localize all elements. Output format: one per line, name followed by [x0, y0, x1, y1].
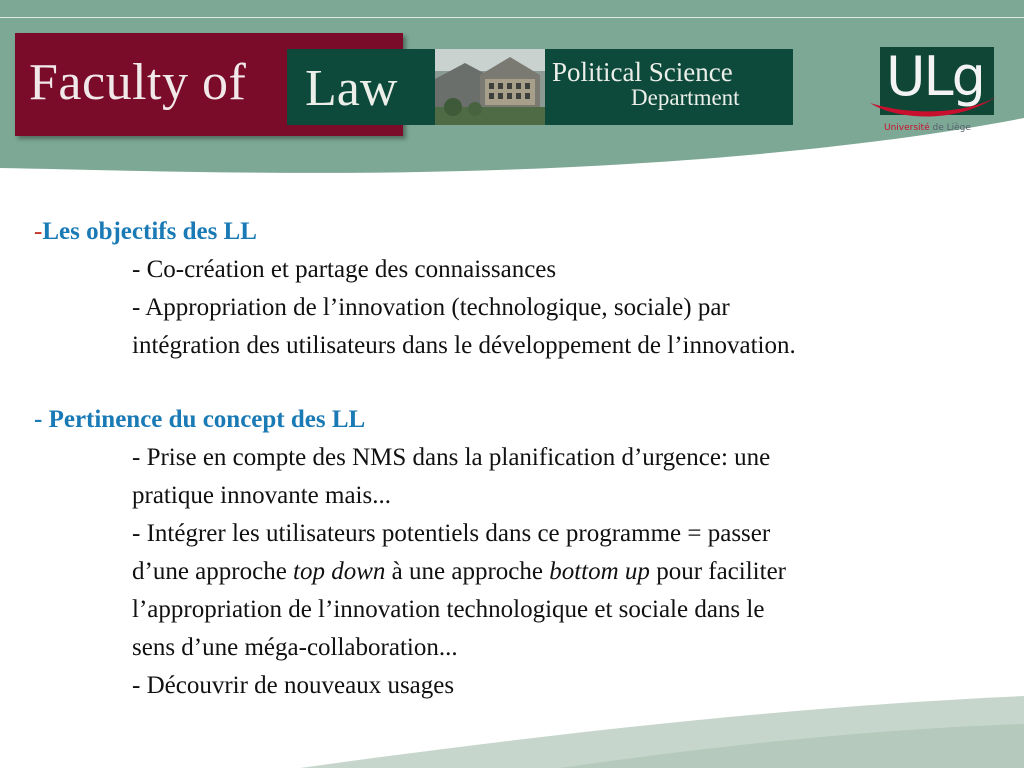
ulg-logo [868, 45, 1004, 140]
heading-objectifs: -Les objectifs des LL [34, 218, 257, 245]
heading-pertinence: - Pertinence du concept des LL [34, 406, 366, 433]
political-science-text: Political Science [552, 57, 733, 87]
bullet-nms-cont: pratique innovante mais... [132, 482, 391, 509]
bullet-appropriation-cont: intégration des utilisateurs dans le développement de l’innovation. [132, 332, 796, 359]
ulg-logo-text: ULg [886, 45, 984, 108]
bullet-integrer-cont: d’une approche top down à une approche bottom up pour faciliter [132, 558, 786, 585]
law-text: Law [305, 60, 398, 117]
faculty-banner [15, 33, 793, 138]
bullet-co-creation: - Co-création et partage des connaissances [132, 256, 557, 283]
bullet-integrer-cont-3: sens d’une méga-collaboration... [132, 634, 458, 661]
header-rule [0, 17, 1024, 18]
campus-photo [435, 49, 545, 125]
bullet-appropriation: - Appropriation de l’innovation (technologique, sociale) par [132, 294, 730, 321]
footer-band [0, 690, 1024, 768]
department-text: Department [631, 85, 740, 110]
bullet-nms: - Prise en compte des NMS dans la planification d’urgence: une [132, 444, 771, 471]
bullet-integrer-cont-2: l’appropriation de l’innovation technologique et sociale dans le [132, 596, 765, 623]
bullet-integrer: - Intégrer les utilisateurs potentiels dans ce programme = passer [132, 520, 771, 547]
faculty-of-text: Faculty of [29, 54, 247, 111]
ulg-university-text: Université de Liège [884, 123, 971, 133]
bullet-usages: - Découvrir de nouveaux usages [132, 672, 455, 699]
